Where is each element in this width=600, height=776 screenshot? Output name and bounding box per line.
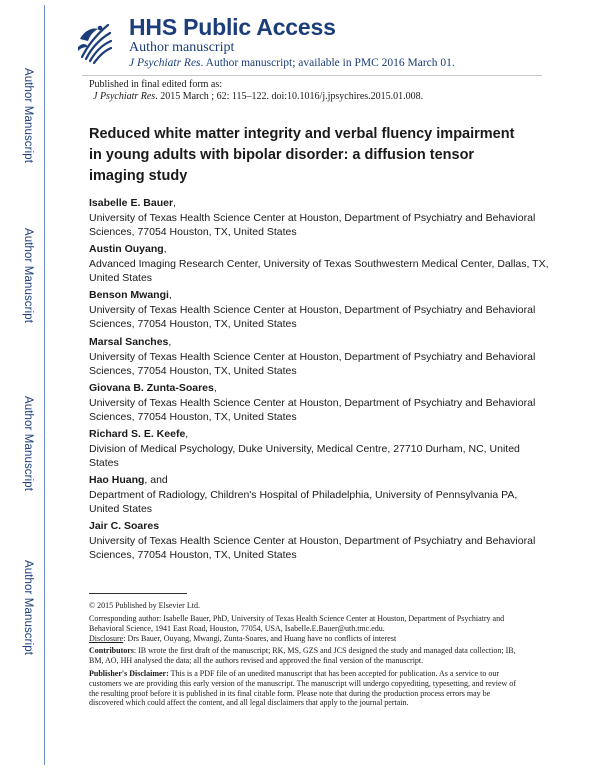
author-entry bbox=[89, 288, 549, 332]
author-separator: , bbox=[173, 197, 176, 209]
sidebar-divider bbox=[44, 5, 45, 765]
journal-availability-line bbox=[129, 57, 455, 69]
publisher-disclaimer-note bbox=[89, 669, 519, 708]
sidebar-label-author-manuscript: Author Manuscript bbox=[22, 396, 34, 492]
citation-details: . 2015 March ; 62: 115–122. doi:10.1016/j.jpsychires.2015.01.008. bbox=[155, 91, 424, 102]
author-separator: , bbox=[168, 336, 172, 348]
copyright-note: © 2015 Published by Elsevier Ltd. bbox=[89, 601, 200, 610]
corresponding-author-note: Corresponding author: Isabelle Bauer, PhD, University of Texas Health Science Center at Houston, Department of Psychiatry and Behavioral Science, 1941 East Road, Houston, 77054, USA, Isabelle.E.Bauer@uth.tmc.edu. bbox=[89, 614, 505, 633]
author-entry bbox=[89, 242, 549, 286]
author-name: Austin Ouyang bbox=[89, 243, 164, 255]
author-entry bbox=[89, 519, 549, 563]
sidebar-label-author-manuscript: Author Manuscript bbox=[22, 560, 34, 656]
disclaimer-label: Publisher's Disclaimer: bbox=[89, 669, 169, 678]
author-affiliation: University of Texas Health Science Center at Houston, Department of Psychiatry and Behavioral Sciences, 77054 Houston, TX, United States bbox=[89, 534, 536, 561]
disclaimer-text: This is a PDF file of an unedited manuscript that has been accepted for publication. As a service to our customers we are providing this early version of the manuscript. The manuscript will undergo copyediting, typesetting, and review of the resulting proof before it is published in its final citable form. Please note that during the production process errors may be discovered which could affect the content, and all legal disclaimers that apply to the journal pertain. bbox=[89, 669, 516, 708]
author-name: Richard S. E. Keefe bbox=[89, 428, 186, 440]
author-manuscript-label: Author manuscript bbox=[129, 40, 235, 55]
author-name: Isabelle E. Bauer bbox=[89, 197, 174, 209]
hhs-eagle-logo-icon bbox=[74, 17, 114, 67]
footnote-divider bbox=[89, 593, 187, 594]
author-affiliation: University of Texas Health Science Center at Houston, Department of Psychiatry and Behavioral Sciences, 77054 Houston, TX, United States bbox=[89, 396, 536, 423]
hhs-public-access-title: HHS Public Access bbox=[129, 14, 336, 40]
sidebar-label-author-manuscript: Author Manuscript bbox=[22, 68, 34, 164]
author-entry bbox=[89, 381, 549, 425]
author-entry bbox=[89, 335, 549, 379]
author-name: Marsal Sanches bbox=[89, 336, 169, 348]
author-entry bbox=[89, 196, 549, 240]
author-separator: , bbox=[213, 382, 217, 394]
author-separator: , bbox=[163, 243, 167, 255]
disclosure-text: : Drs Bauer, Ouyang, Mwangi, Zunta-Soares, and Huang have no conflicts of interest bbox=[123, 634, 397, 643]
author-name: Giovana B. Zunta-Soares bbox=[89, 382, 214, 394]
author-entry bbox=[89, 473, 549, 517]
author-separator: , bbox=[168, 289, 172, 301]
citation-journal: J Psychiatr Res bbox=[93, 91, 156, 102]
disclosure-note bbox=[89, 634, 519, 644]
author-separator: , and bbox=[144, 474, 168, 486]
contributors-label: Contributors bbox=[89, 646, 134, 655]
disclosure-label: Disclosure bbox=[89, 634, 124, 643]
author-affiliation: University of Texas Health Science Center at Houston, Department of Psychiatry and Behavioral Sciences, 77054 Houston, TX, United States bbox=[89, 350, 536, 377]
author-affiliation: Advanced Imaging Research Center, University of Texas Southwestern Medical Center, Dallas, TX, United States bbox=[89, 257, 549, 284]
author-separator: , bbox=[185, 428, 189, 440]
availability-text: . Author manuscript; available in PMC 2016 March 01. bbox=[200, 57, 455, 69]
sidebar-label-author-manuscript: Author Manuscript bbox=[22, 228, 34, 324]
author-affiliation: University of Texas Health Science Center at Houston, Department of Psychiatry and Behavioral Sciences, 77054 Houston, TX, United States bbox=[89, 303, 536, 330]
citation bbox=[93, 91, 423, 102]
author-name: Hao Huang bbox=[89, 474, 145, 486]
author-affiliation: University of Texas Health Science Center at Houston, Department of Psychiatry and Behavioral Sciences, 77054 Houston, TX, United States bbox=[89, 211, 536, 238]
article-title: Reduced white matter integrity and verbal fluency impairment in young adults with bipolar disorder: a diffusion tensor imaging study bbox=[89, 126, 515, 184]
published-label: Published in final edited form as: bbox=[89, 79, 223, 90]
author-affiliation: Department of Radiology, Children's Hospital of Philadelphia, University of Pennsylvania PA, United States bbox=[89, 488, 518, 515]
author-name: Benson Mwangi bbox=[89, 289, 169, 301]
journal-abbrev: J Psychiatr Res bbox=[129, 57, 201, 69]
author-name: Jair C. Soares bbox=[89, 520, 160, 532]
author-affiliation: Division of Medical Psychology, Duke University, Medical Centre, 27710 Durham, NC, United States bbox=[89, 442, 520, 469]
contributors-note bbox=[89, 646, 519, 666]
contributors-text: : IB wrote the first draft of the manuscript; RK, MS, GZS and JCS designed the study and managed data collection; IB, BM, AO, HH analysed the data; all the authors revised and approved the final version of the manuscript. bbox=[89, 646, 516, 665]
author-entry bbox=[89, 427, 549, 471]
header-divider bbox=[82, 75, 542, 76]
